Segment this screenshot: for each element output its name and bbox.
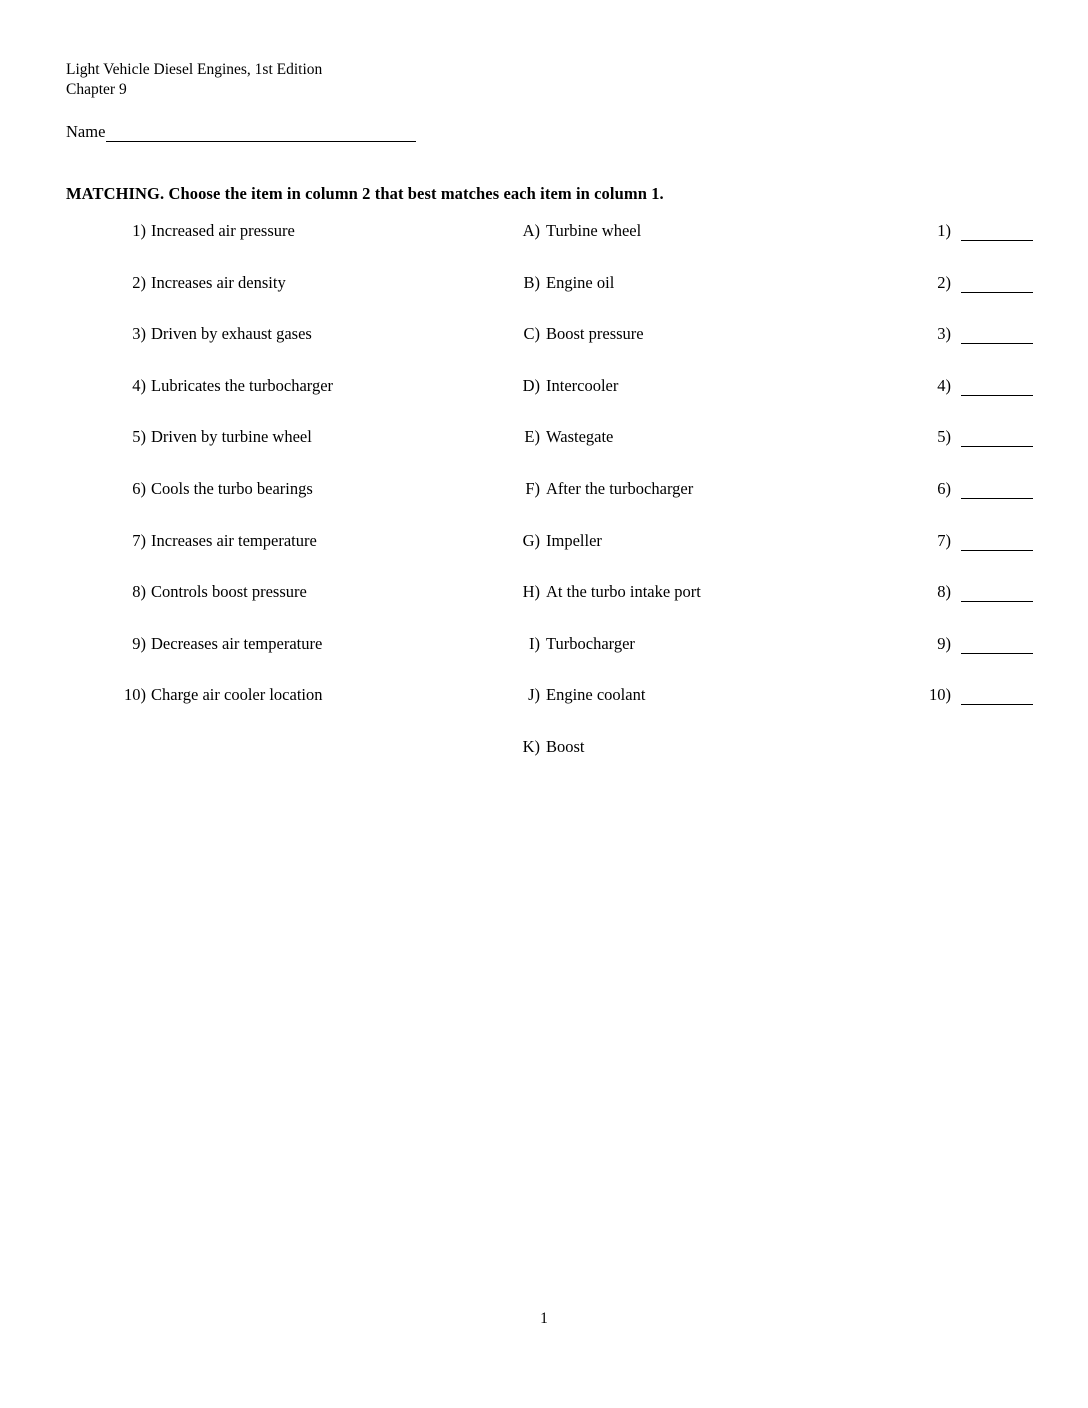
answer-number: 7) bbox=[937, 530, 951, 550]
matching-row bbox=[0, 479, 1088, 531]
answer-number: 8) bbox=[937, 582, 951, 602]
question-item bbox=[120, 634, 500, 654]
question-number: 4) bbox=[132, 375, 146, 395]
matching-row bbox=[0, 273, 1088, 325]
answer-number: 10) bbox=[929, 685, 951, 705]
choice-letter: C) bbox=[523, 324, 540, 344]
question-number: 3) bbox=[132, 324, 146, 344]
question-number: 1) bbox=[132, 221, 146, 240]
document-header bbox=[66, 60, 322, 100]
answer-number: 1) bbox=[937, 221, 951, 240]
choice-item bbox=[520, 221, 900, 241]
question-item bbox=[120, 479, 500, 499]
chapter-label: Chapter 9 bbox=[66, 81, 127, 98]
question-text: Increases air temperature bbox=[151, 530, 317, 550]
matching-row bbox=[0, 427, 1088, 479]
answer-slot bbox=[925, 479, 1065, 499]
answer-slot bbox=[925, 324, 1065, 344]
matching-row bbox=[0, 582, 1088, 634]
question-text: Controls boost pressure bbox=[151, 582, 307, 602]
answer-blank[interactable] bbox=[961, 537, 1033, 551]
matching-row-extra bbox=[0, 737, 1088, 789]
question-item bbox=[120, 685, 500, 705]
choice-item bbox=[520, 376, 900, 396]
choice-letter: E) bbox=[524, 427, 540, 447]
answer-blank[interactable] bbox=[961, 485, 1033, 499]
question-number: 6) bbox=[132, 478, 146, 498]
answer-number: 4) bbox=[937, 375, 951, 395]
instructions-text: MATCHING. Choose the item in column 2 that best matches each item in column 1. bbox=[66, 184, 664, 203]
question-item bbox=[120, 376, 500, 396]
choice-item bbox=[520, 273, 900, 293]
question-text: Charge air cooler location bbox=[151, 685, 323, 705]
choice-text: Impeller bbox=[546, 530, 602, 550]
question-number: 9) bbox=[132, 633, 146, 653]
answer-number: 6) bbox=[937, 478, 951, 498]
page-number: 1 bbox=[540, 1310, 548, 1327]
question-text: Driven by exhaust gases bbox=[151, 324, 312, 344]
name-field-row bbox=[66, 122, 416, 142]
choice-text: After the turbocharger bbox=[546, 478, 694, 498]
matching-section bbox=[0, 221, 1088, 789]
question-item bbox=[120, 324, 500, 344]
question-number: 10) bbox=[124, 685, 146, 705]
choice-letter: I) bbox=[529, 633, 540, 653]
question-text: Decreases air temperature bbox=[151, 633, 323, 653]
answer-blank[interactable] bbox=[961, 227, 1033, 241]
choice-letter: D) bbox=[522, 375, 540, 395]
answer-slot bbox=[925, 531, 1065, 551]
choice-item bbox=[520, 582, 900, 602]
choice-text: Turbocharger bbox=[546, 633, 635, 653]
name-input-line[interactable] bbox=[106, 127, 416, 142]
choice-letter: H) bbox=[522, 582, 540, 602]
answer-blank[interactable] bbox=[961, 691, 1033, 705]
choice-text: Turbine wheel bbox=[546, 221, 642, 240]
question-item bbox=[120, 531, 500, 551]
choice-item bbox=[520, 685, 900, 705]
question-text: Increased air pressure bbox=[151, 221, 295, 240]
question-number: 7) bbox=[132, 530, 146, 550]
answer-blank[interactable] bbox=[961, 382, 1033, 396]
question-text: Lubricates the turbocharger bbox=[151, 375, 334, 395]
choice-letter: J) bbox=[528, 685, 540, 705]
choice-item bbox=[520, 324, 900, 344]
matching-row bbox=[0, 221, 1088, 273]
choice-text: Boost pressure bbox=[546, 324, 644, 344]
question-item bbox=[120, 582, 500, 602]
matching-row bbox=[0, 634, 1088, 686]
answer-slot bbox=[925, 221, 1065, 241]
matching-row bbox=[0, 685, 1088, 737]
choice-text: Intercooler bbox=[546, 375, 619, 395]
choice-item bbox=[520, 634, 900, 654]
choice-text: Engine oil bbox=[546, 272, 615, 292]
question-text: Increases air density bbox=[151, 272, 286, 292]
choice-letter: B) bbox=[523, 272, 540, 292]
matching-row bbox=[0, 531, 1088, 583]
question-text: Cools the turbo bearings bbox=[151, 478, 313, 498]
answer-slot bbox=[925, 582, 1065, 602]
choice-item bbox=[520, 427, 900, 447]
choice-text: Engine coolant bbox=[546, 685, 646, 705]
choice-text: At the turbo intake port bbox=[546, 582, 701, 602]
choice-letter: K) bbox=[522, 736, 540, 756]
choice-item bbox=[520, 531, 900, 551]
answer-blank[interactable] bbox=[961, 433, 1033, 447]
answer-number: 2) bbox=[937, 272, 951, 292]
choice-text: Boost bbox=[546, 736, 585, 756]
choice-text: Wastegate bbox=[546, 427, 614, 447]
answer-blank[interactable] bbox=[961, 588, 1033, 602]
answer-blank[interactable] bbox=[961, 279, 1033, 293]
answer-number: 3) bbox=[937, 324, 951, 344]
choice-item bbox=[520, 479, 900, 499]
question-item bbox=[120, 273, 500, 293]
choice-letter: G) bbox=[522, 530, 540, 550]
answer-slot bbox=[925, 273, 1065, 293]
book-title: Light Vehicle Diesel Engines, 1st Edition bbox=[66, 61, 323, 78]
answer-slot bbox=[925, 376, 1065, 396]
answer-blank[interactable] bbox=[961, 330, 1033, 344]
choice-letter: F) bbox=[525, 478, 540, 498]
question-item bbox=[120, 221, 500, 241]
question-number: 2) bbox=[132, 272, 146, 292]
answer-number: 9) bbox=[937, 633, 951, 653]
name-label: Name bbox=[66, 122, 106, 141]
matching-row bbox=[0, 324, 1088, 376]
answer-number: 5) bbox=[937, 427, 951, 447]
question-item bbox=[120, 427, 500, 447]
matching-row bbox=[0, 376, 1088, 428]
answer-slot bbox=[925, 685, 1065, 705]
choice-item bbox=[520, 737, 900, 757]
choice-letter: A) bbox=[522, 221, 540, 240]
answer-blank[interactable] bbox=[961, 640, 1033, 654]
answer-slot bbox=[925, 427, 1065, 447]
question-number: 8) bbox=[132, 582, 146, 602]
question-text: Driven by turbine wheel bbox=[151, 427, 312, 447]
question-number: 5) bbox=[132, 427, 146, 447]
answer-slot bbox=[925, 634, 1065, 654]
